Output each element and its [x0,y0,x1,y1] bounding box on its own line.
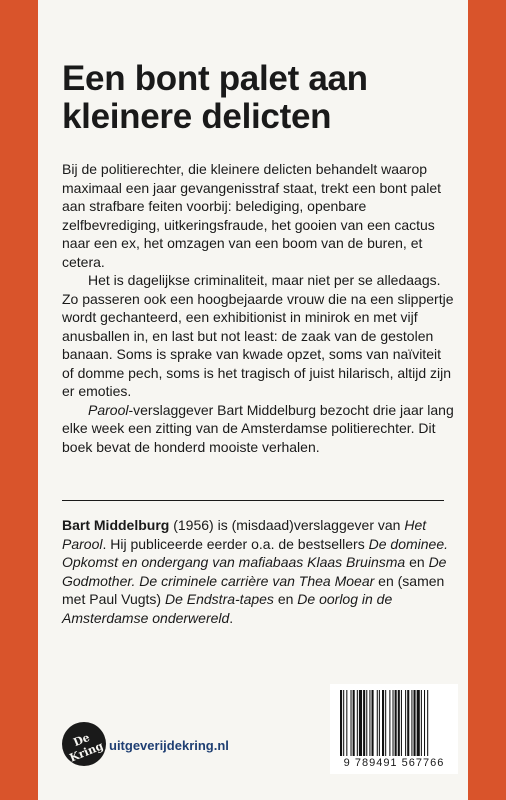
barcode-bar [395,690,397,756]
bio-text: . [229,609,234,626]
barcode-bar [379,690,380,756]
barcode-bar [414,690,416,756]
barcode-bar [353,690,355,756]
barcode-bar [385,690,386,756]
bio-italic: De oorlog in de Amsterdamse onderwereld [62,591,393,626]
barcode-area [330,684,458,774]
bio-italic: De dominee. Opkomst en ondergang van mafiabaas Klaas Bruinsma [62,535,449,570]
blurb-paragraph-2: Het is dagelijkse criminaliteit, maar niet per se alledaags. Zo passeren ook een hoogbejaarde vrouw die na een slippertje wordt gechanteerd, een exhibitionist in minirok en met vijf anusballen in, en last but not least: de zaak van de gestolen banaan. Soms is sprake van kwade opzet, soms van naïviteit of domme pech, soms is het tragisch of juist hilarisch, altijd zijn er emoties. [62,272,454,399]
bio-italic: Het Parool [62,517,427,552]
blurb-paragraph-1: Bij de politierechter, die kleinere delicten behandelt waarop maximaal een jaar gevangenisstraf staat, trekt een bont palet aan strafbare feiten voorbij: belediging, openbare zelfbevrediging, uitkeringsfraude, het gooien van een cactus naar een ex, het omzagen van een boom van de buren, et cetera. [62,161,441,270]
bio-italic: De Endstra-tapes [164,591,274,607]
author-name: Bart Middelburg [62,517,170,533]
barcode-bar [407,690,409,756]
barcode-bar [411,690,412,756]
divider [62,500,444,501]
publisher-url-link[interactable]: uitgeverijdekring.nl [109,738,229,753]
barcode-bar [340,690,342,756]
bio-italic: De Godmother. De criminele carrière van Thea Moear [62,554,447,589]
barcode-bar [346,690,347,756]
barcode-bar [417,690,420,756]
barcode-bar [401,690,402,756]
parool-name: Parool [88,401,129,418]
barcode-bar [405,690,406,756]
publisher-logo-icon [62,722,106,766]
author-bio [62,516,454,627]
cover-title: Een bont palet aan kleinere delicten [62,59,368,136]
barcode-bar [382,690,384,756]
barcode-bar [377,690,378,756]
bio-text: . Hij publiceerde eerder o.a. de bestsellers [102,535,369,552]
barcode-bar [427,690,428,756]
barcode-bar [424,690,425,756]
barcode-bar [343,690,344,756]
bio-text: en [405,554,429,570]
barcode-bar [366,690,367,756]
barcode-bar [351,690,352,756]
barcode-icon [340,690,452,756]
blurb [62,160,454,456]
barcode-bar [357,690,358,756]
blurb-paragraph-3 [62,401,454,457]
bio-text: en [273,591,298,607]
barcode-bar [398,690,400,756]
bio-text: (1956) is (misdaad)verslaggever van [169,517,405,533]
barcode-bar [369,690,370,756]
isbn-number: 9 789491 567766 [343,757,445,769]
barcode-bar [363,690,365,756]
barcode-bar [393,690,394,756]
barcode-bar [389,690,390,756]
blurb-paragraph-3-text: -verslaggever Bart Middelburg bezocht drie jaar lang elke week een zitting van de Amsterdamse politierechter. Dit boek bevat de honderd mooiste verhalen. [62,401,454,455]
bio-text: en (samen met Paul Vugts) [62,572,445,607]
barcode-bar [421,690,422,756]
barcode-bar [372,690,374,756]
publisher-logo-text: De Kring [67,730,106,765]
barcode-bar [359,690,362,756]
